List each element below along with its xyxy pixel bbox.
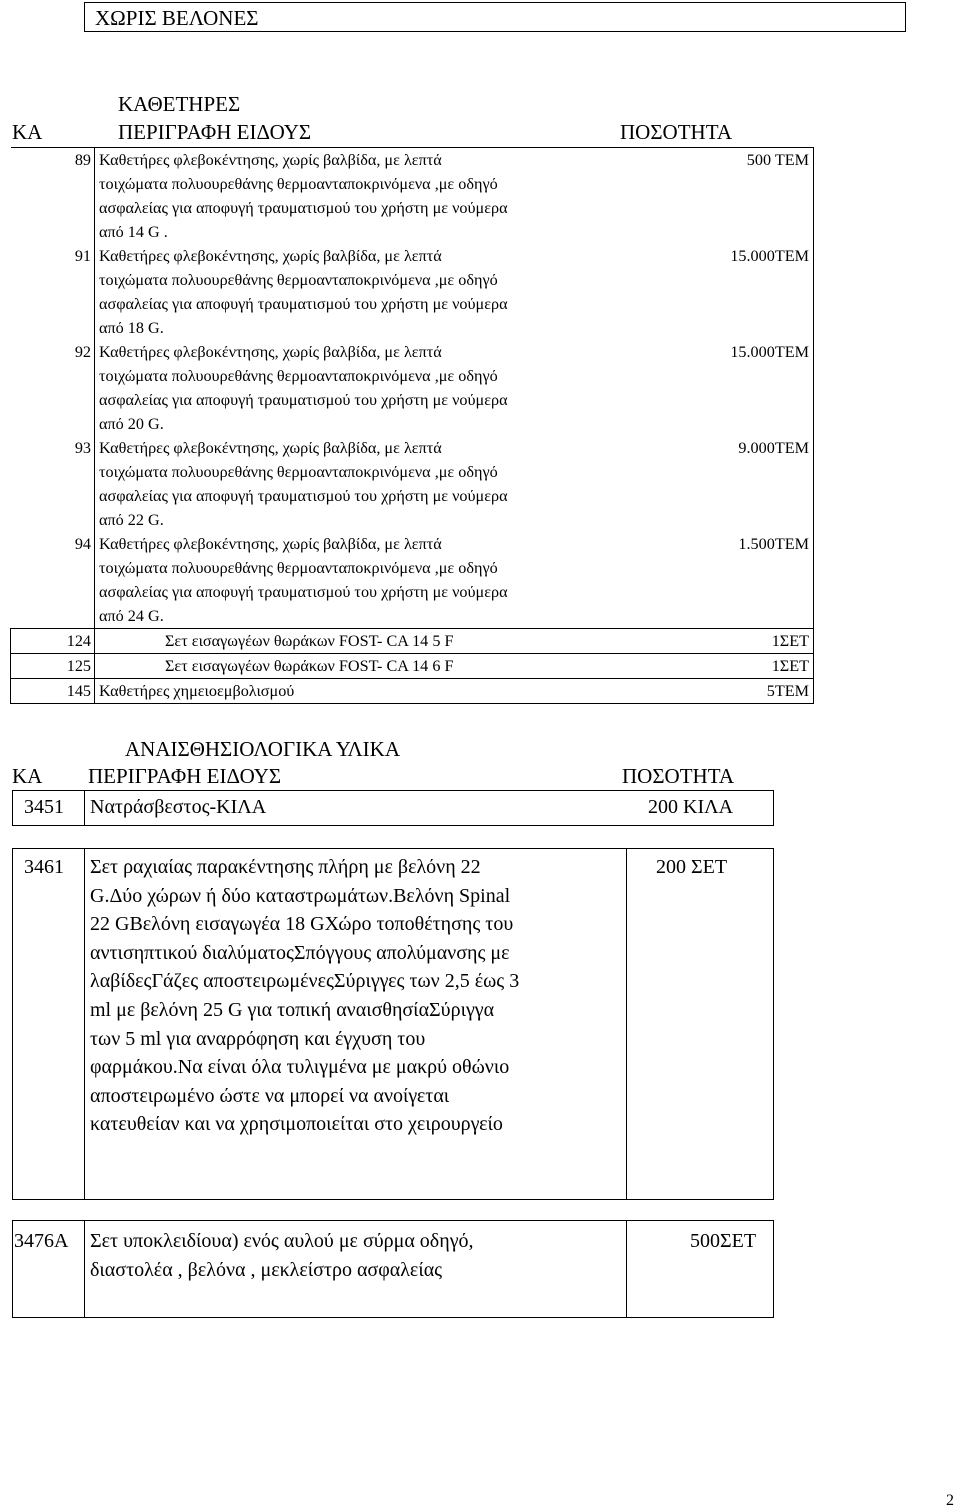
item-description-line: Καθετήρες φλεβοκέντησης, χωρίς βαλβίδα, με λεπτά — [99, 535, 442, 553]
item-code — [11, 316, 95, 340]
item-code — [11, 364, 95, 388]
description-line: κατευθείαν και να χρησιμοποιείται στο χειρουργείο — [90, 1113, 503, 1136]
item-quantity — [699, 580, 814, 604]
item-quantity — [699, 196, 814, 220]
item-description-line: ασφαλείας για αποφυγή τραυματισμού του χρήστη με νούμερα — [99, 199, 508, 217]
description-line: Σετ ραχιαίας παρακέντησης πλήρη με βελόνη 22 — [90, 856, 481, 878]
item-description: Σετ εισαγωγέων θωράκων FOST- CA 14 5 F — [95, 629, 700, 654]
section2-header-desc: ΠΕΡΙΓΡΑΦΗ ΕΙΔΟΥΣ — [88, 764, 282, 788]
page-number: 2 — [946, 1492, 954, 1509]
item-quantity: 500 ΤΕΜ — [699, 148, 814, 173]
row-3451-qty: 200 ΚΙΛΑ — [648, 796, 734, 818]
description-line: λαβίδεςΓάζες αποστειρωμένεςΣύριγγες των 2,5 έως 3 — [90, 970, 520, 993]
item-description-line: ασφαλείας για αποφυγή τραυματισμού του χρήστη με νούμερα — [99, 295, 508, 313]
description-line: G.Δύο χώρων ή δύο καταστρωμάτων.Βελόνη Spinal — [90, 884, 511, 907]
section2-header-qty: ΠΟΣΟΤΗΤΑ — [622, 764, 735, 788]
item-code: 145 — [11, 679, 95, 704]
row-3476a-desc — [90, 1227, 474, 1284]
item-description-line: ασφαλείας για αποφυγή τραυματισμού του χρήστη με νούμερα — [99, 391, 508, 409]
description-line: 22 GΒελόνη εισαγωγέα 18 GΧώρο τοποθέτησης του — [90, 913, 514, 936]
item-code — [11, 268, 95, 292]
row-3476a-ka: 3476Α — [14, 1230, 69, 1252]
item-description-line: Καθετήρες φλεβοκέντησης, χωρίς βαλβίδα, με λεπτά — [99, 247, 442, 265]
item-code: 89 — [11, 148, 95, 173]
item-quantity — [699, 484, 814, 508]
item-quantity — [699, 220, 814, 244]
item-description-line: από 18 G. — [99, 319, 164, 337]
item-description-line: τοιχώματα πολυουρεθάνης θερμοανταποκρινόμενα ,με οδηγό — [99, 559, 498, 577]
item-quantity — [699, 508, 814, 532]
item-code — [11, 196, 95, 220]
item-quantity: 1.500ΤΕΜ — [699, 532, 814, 556]
item-quantity: 5ΤΕΜ — [699, 679, 814, 704]
item-code — [11, 556, 95, 580]
item-description-line: τοιχώματα πολυουρεθάνης θερμοανταποκρινόμενα ,με οδηγό — [99, 367, 498, 385]
item-description-line: ασφαλείας για αποφυγή τραυματισμού του χρήστη με νούμερα — [99, 583, 508, 601]
item-quantity: 1ΣΕΤ — [699, 654, 814, 679]
section1-header-ka: ΚΑ — [12, 120, 43, 144]
item-description-line: Καθετήρες φλεβοκέντησης, χωρίς βαλβίδα, με λεπτά — [99, 439, 442, 457]
item-quantity — [699, 268, 814, 292]
item-quantity — [699, 172, 814, 196]
description-line: των 5 ml για αναρρόφηση και έγχυση του — [90, 1027, 426, 1050]
item-code: 93 — [11, 436, 95, 460]
item-code: 124 — [11, 629, 95, 654]
item-quantity: 1ΣΕΤ — [699, 629, 814, 654]
item-code — [11, 388, 95, 412]
item-description: Καθετήρες χημειοεμβολισμού — [95, 679, 700, 704]
item-description-line: από 22 G. — [99, 511, 164, 529]
item-quantity — [699, 364, 814, 388]
item-description-line: από 14 G . — [99, 223, 168, 241]
description-line: φαρμάκου.Να είναι όλα τυλιγμένα με μακρύ οθώνιο — [90, 1056, 510, 1079]
item-quantity: 15.000ΤΕΜ — [699, 244, 814, 268]
row-3451-desc: Νατράσβεστος-ΚΙΛΑ — [90, 796, 267, 818]
item-code — [11, 580, 95, 604]
row-3476a-qty: 500ΣΕΤ — [690, 1230, 757, 1252]
item-code — [11, 460, 95, 484]
column-divider — [84, 1220, 85, 1318]
item-code — [11, 220, 95, 244]
item-description-line: Καθετήρες φλεβοκέντησης, χωρίς βαλβίδα, με λεπτά — [95, 148, 700, 173]
item-code — [11, 484, 95, 508]
top-title-box — [84, 2, 906, 32]
item-quantity: 15.000ΤΕΜ — [699, 340, 814, 364]
item-quantity — [699, 292, 814, 316]
description-line: αποστειρωμένο ώστε να μπορεί να ανοίγεται — [90, 1084, 450, 1107]
item-description-line: τοιχώματα πολυουρεθάνης θερμοανταποκρινόμενα ,με οδηγό — [99, 175, 498, 193]
item-code — [11, 172, 95, 196]
item-quantity — [699, 316, 814, 340]
item-description-line: τοιχώματα πολυουρεθάνης θερμοανταποκρινόμενα ,με οδηγό — [99, 271, 498, 289]
item-code: 92 — [11, 340, 95, 364]
section1-header-qty: ΠΟΣΟΤΗΤΑ — [620, 120, 733, 144]
item-quantity — [699, 460, 814, 484]
column-divider — [84, 848, 85, 1200]
description-line: διαστολέα , βελόνα , μεκλείστρο ασφαλείας — [90, 1258, 443, 1281]
column-divider — [626, 1220, 627, 1318]
item-description-line: ασφαλείας για αποφυγή τραυματισμού του χρήστη με νούμερα — [99, 487, 508, 505]
item-code — [11, 412, 95, 436]
item-description: Σετ εισαγωγέων θωράκων FOST- CA 14 6 F — [95, 654, 700, 679]
row-3451-ka: 3451 — [24, 796, 64, 818]
section1-table — [10, 147, 814, 704]
item-description-line: τοιχώματα πολυουρεθάνης θερμοανταποκρινόμενα ,με οδηγό — [99, 463, 498, 481]
item-quantity — [699, 604, 814, 629]
item-code: 91 — [11, 244, 95, 268]
section1-header-desc: ΠΕΡΙΓΡΑΦΗ ΕΙΔΟΥΣ — [118, 120, 312, 144]
item-code — [11, 292, 95, 316]
item-description-line: Καθετήρες φλεβοκέντησης, χωρίς βαλβίδα, με λεπτά — [99, 343, 442, 361]
column-divider — [84, 790, 85, 826]
item-description-line: από 20 G. — [99, 415, 164, 433]
row-3461-desc — [90, 853, 519, 1139]
item-description-line: από 24 G. — [99, 607, 164, 625]
section1-title: ΚΑΘΕΤΗΡΕΣ — [118, 92, 241, 116]
section2-header-ka: ΚΑ — [12, 764, 43, 788]
description-line: ml με βελόνη 25 G για τοπική αναισθησίαΣύριγγα — [90, 998, 495, 1021]
item-code: 125 — [11, 654, 95, 679]
column-divider — [626, 848, 627, 1200]
item-code: 94 — [11, 532, 95, 556]
item-code — [11, 604, 95, 629]
section2-title: ΑΝΑΙΣΘΗΣΙΟΛΟΓΙΚΑ ΥΛΙΚΑ — [125, 737, 400, 761]
top-title: ΧΩΡΙΣ ΒΕΛΟΝΕΣ — [95, 6, 259, 30]
item-quantity — [699, 412, 814, 436]
item-code — [11, 508, 95, 532]
description-line: αντισηπτικού διαλύματοςΣπόγγους απολύμανσης με — [90, 941, 510, 964]
description-line: Σετ υποκλειδίουα) ενός αυλού με σύρμα οδηγό, — [90, 1230, 474, 1252]
item-quantity — [699, 388, 814, 412]
row-3461-qty: 200 ΣΕΤ — [656, 856, 728, 878]
row-3461-ka: 3461 — [24, 856, 64, 878]
item-quantity: 9.000ΤΕΜ — [699, 436, 814, 460]
item-quantity — [699, 556, 814, 580]
